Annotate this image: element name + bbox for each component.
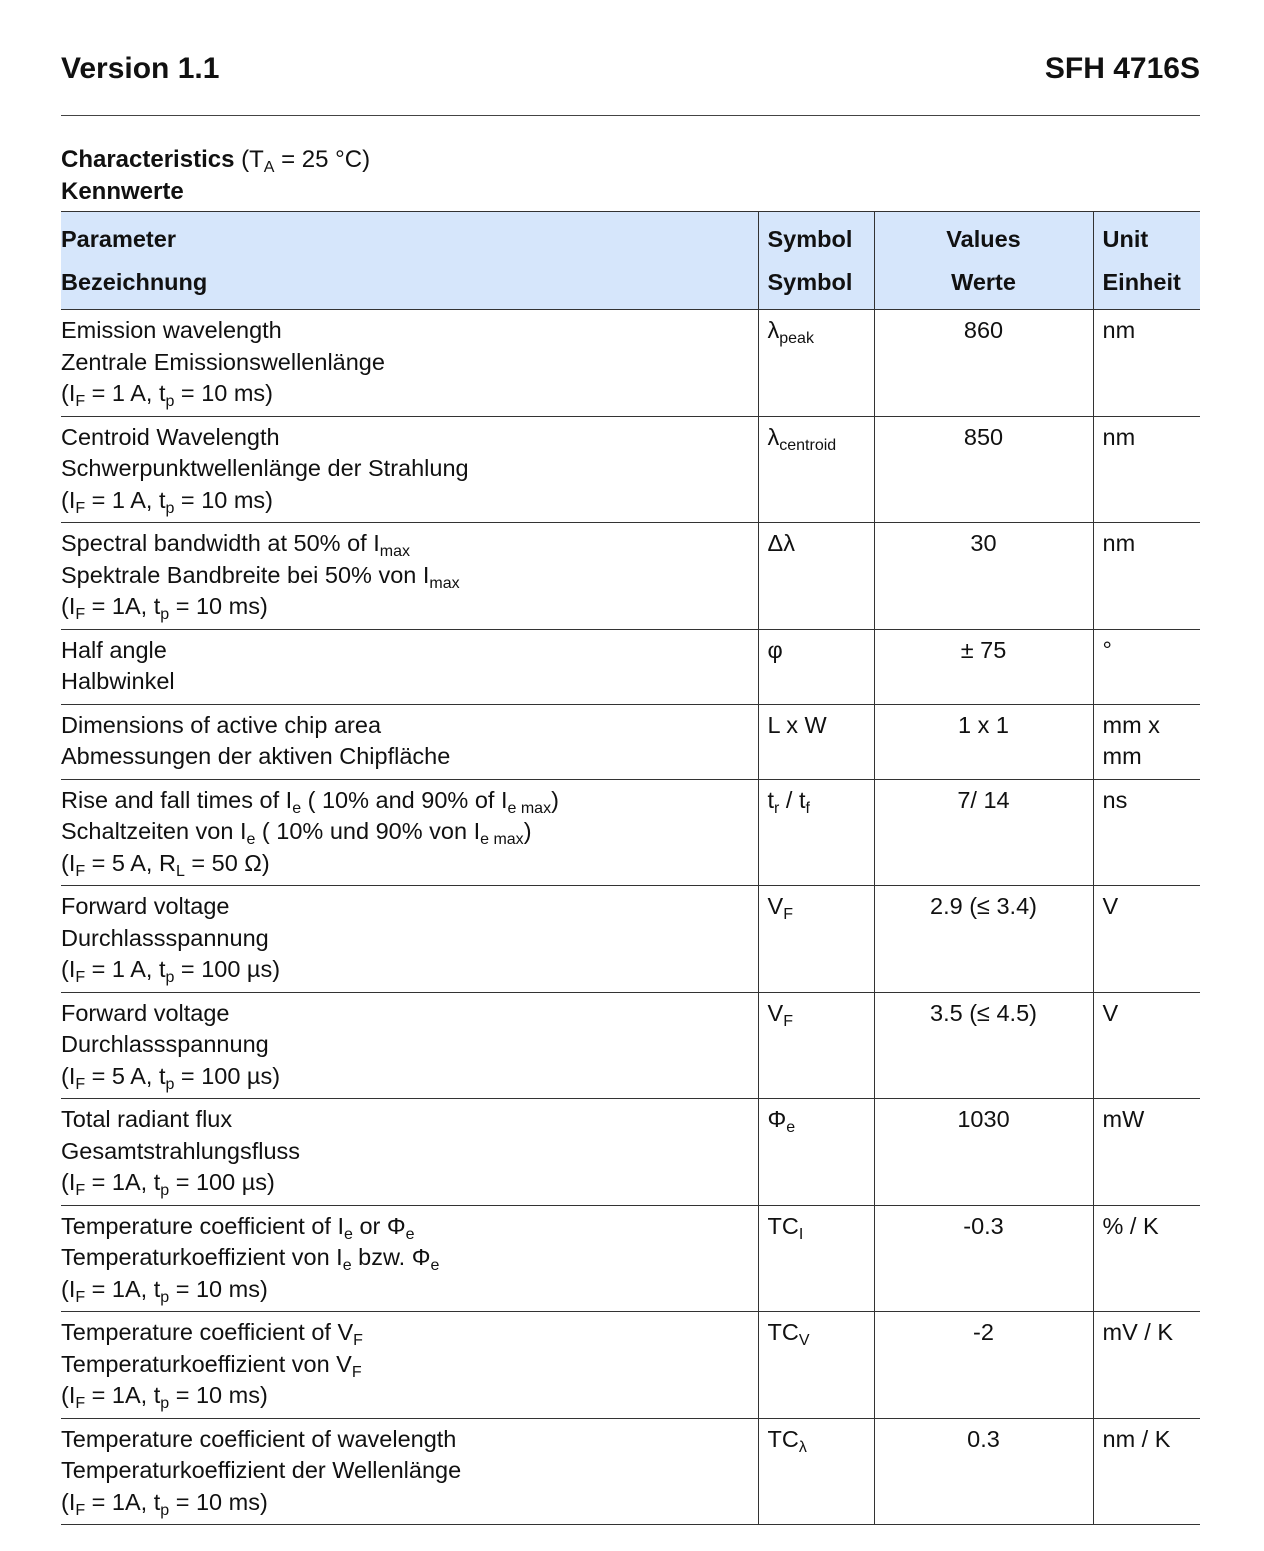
subscript: p [165,499,175,517]
parameter-line: Temperaturkoeffizient von $I_e$ bzw. $\Phi_e$ [61,1244,440,1274]
subscript: centroid [779,436,837,454]
parameter-cell [61,704,758,779]
section-subtitle: Kennwerte [61,178,184,205]
unit-cell: V [1093,992,1200,1099]
header-label: Symbol [767,226,853,252]
parameter-line: Rise and fall times of $I_e$ ( 10% and 90% of $I_{e max}$) [61,786,559,817]
symbol-cell: $V_F$ [758,886,874,993]
parameter-cell [61,523,758,630]
parameter-line: Abmessungen der aktiven Chipfläche [61,743,451,769]
value-cell: 1 x 1 [874,704,1093,779]
parameter-line: ($I_F = 1$ A, $t_p = 10$ ms) [61,486,274,517]
parameter-cell [61,629,758,704]
subscript: f [805,799,810,817]
symbol-cell: L x W [758,704,874,779]
subscript: p [160,1288,170,1306]
parameter-line: Temperature coefficient of $V_F$ [61,1319,363,1349]
header-label: Symbol [767,269,853,295]
section-title-line [61,144,370,176]
parameter-line: Total radiant flux [61,1106,233,1132]
subscript: e [344,1225,353,1243]
parameter-line: ($I_F = 1A$, $t_p = 10$ ms) [61,1382,268,1412]
symbol-cell: φ [758,629,874,704]
unit-cell: nm [1093,523,1200,630]
subscript: F [351,1363,362,1381]
table-header [61,212,1200,310]
subscript: e [246,831,256,848]
header-label: Unit [1102,226,1149,252]
value-cell: -2 [874,1312,1093,1419]
parameter-line: Gesamtstrahlungsfluss [61,1137,301,1164]
parameter-line: Temperature coefficient of $I_e$ or $\Phi_e$ [61,1212,415,1243]
parameter-cell [61,779,758,886]
section-title: Characteristics [61,146,235,173]
header-label: Values [946,226,1021,252]
parameter-cell [61,1099,758,1206]
parameter-line: Schaltzeiten von $I_e$ ( 10% und 90% von $I_{e max}$) [61,818,532,848]
subscript: p [165,393,175,410]
parameter-cell [61,886,758,993]
subscript: λ [798,1438,807,1456]
value-cell: ± 75 [874,629,1093,704]
parameter-line: ($I_F = 1$ A, $t_p = 10$ ms) [61,380,274,410]
subscript: F [75,1288,86,1306]
symbol-cell: $V_F$ [758,992,874,1099]
subscript: p [160,606,170,623]
header-label: Parameter [61,226,176,252]
subscript: p [165,969,175,986]
parameter-line: Temperaturkoeffizient der Wellenlänge [61,1457,462,1483]
version-label: Version 1.1 [61,52,220,85]
subscript: F [353,1332,363,1349]
unit-cell: V [1093,886,1200,993]
parameter-line: Durchlassspannung [61,1031,269,1057]
unit-cell: nm / K [1093,1418,1200,1525]
subscript: e [342,1257,352,1274]
subscript: p [160,1182,170,1199]
value-cell: 850 [874,416,1093,523]
header-label: Einheit [1102,269,1181,295]
value-cell: -0.3 [874,1205,1093,1312]
table-row [61,886,1200,993]
unit-cell: mW [1093,1099,1200,1206]
subscript: e [405,1225,415,1243]
parameter-cell [61,1205,758,1312]
value-cell: 2.9 (≤ 3.4) [874,886,1093,993]
subscript: F [75,1395,86,1412]
unit-cell: % / K [1093,1205,1200,1312]
subscript: p [160,1501,170,1519]
parameter-line: Emission wavelength [61,317,282,343]
header-values [874,212,1093,310]
subscript: F [75,862,86,880]
subscript: L [175,862,185,880]
subscript: r [774,799,780,817]
parameter-line: Spectral bandwidth at 50% of $I_{max}$ [61,530,410,560]
value-cell: 0.3 [874,1418,1093,1525]
subscript: e [292,799,302,817]
symbol-cell: $\Phi_e$ [758,1099,874,1206]
symbol-cell: $TC_V$ [758,1312,874,1419]
table-row [61,704,1200,779]
subscript: F [75,606,86,623]
subscript: max [429,574,460,592]
value-cell: 30 [874,523,1093,630]
header-row [61,212,1200,310]
subscript: F [75,499,86,517]
unit-cell: nm [1093,310,1200,417]
header-label: Bezeichnung [61,269,208,295]
table-row [61,1418,1200,1525]
table-row [61,310,1200,417]
symbol-cell: $\lambda_{peak}$ [758,310,874,417]
table-row [61,1312,1200,1419]
parameter-line: ($I_F = 1A$, $t_p = 100$ µs) [61,1169,275,1199]
header-divider [61,115,1200,116]
parameter-line: Temperaturkoeffizient von $V_F$ [61,1350,362,1381]
parameter-cell [61,416,758,523]
unit-cell: ns [1093,779,1200,886]
symbol-cell: Δλ [758,523,874,630]
value-cell: 860 [874,310,1093,417]
parameter-cell [61,1312,758,1419]
subscript: e [786,1119,796,1136]
parameter-line: ($I_F = 1A$, $t_p = 10$ ms) [61,1275,268,1306]
subscript: e [430,1257,440,1274]
header-unit [1093,212,1200,310]
subscript: F [75,1182,86,1199]
symbol-cell: $t_r / t_f$ [758,779,874,886]
value-cell: 1030 [874,1099,1093,1206]
parameter-line: Schwerpunktwellenlänge der Strahlung [61,455,469,481]
subscript: e max [480,831,524,848]
table-row [61,523,1200,630]
table-row [61,629,1200,704]
parameter-line: Forward voltage [61,893,230,919]
subscript: e max [507,799,552,817]
unit-cell: ° [1093,629,1200,704]
condition-text: (T [234,146,264,173]
subscript: F [783,906,793,923]
subscript: p [165,1075,175,1093]
section-condition [234,146,371,176]
parameter-line: Dimensions of active chip area [61,711,382,738]
table-body [61,310,1200,1525]
parameter-line: ($I_F = 1$ A, $t_p = 100$ µs) [61,956,281,986]
parameter-line: Temperature coefficient of wavelength [61,1425,457,1452]
subscript: F [75,1075,86,1093]
subscript: peak [779,330,814,347]
table-row [61,1099,1200,1206]
characteristics-table [61,211,1200,1525]
condition-text: = 25 °C) [274,146,371,173]
table-row [61,992,1200,1099]
parameter-line: ($I_F = 1A$, $t_p = 10$ ms) [61,1488,268,1519]
header-label: Werte [951,269,1016,295]
subscript: p [160,1395,170,1412]
parameter-line: Spektrale Bandbreite bei 50% von $I_{max}$ [61,561,460,592]
table-row [61,1205,1200,1312]
parameter-line: Zentrale Emissionswellenlänge [61,348,385,375]
unit-cell: mV / K [1093,1312,1200,1419]
parameter-line: Durchlassspannung [61,924,269,951]
symbol-cell: $\lambda_{centroid}$ [758,416,874,523]
section-heading [61,144,370,208]
condition-subscript: A [263,159,275,176]
parameter-cell [61,1418,758,1525]
parameter-cell [61,992,758,1099]
subscript: max [379,543,410,560]
table-row [61,416,1200,523]
header-parameter [61,212,758,310]
unit-cell: nm [1093,416,1200,523]
part-number: SFH 4716S [1044,52,1200,85]
symbol-cell: $TC_I$ [758,1205,874,1312]
value-cell: 3.5 (≤ 4.5) [874,992,1093,1099]
value-cell: 7/ 14 [874,779,1093,886]
subscript: F [783,1012,793,1030]
parameter-line: Centroid Wavelength [61,423,280,450]
parameter-line: Forward voltage [61,999,230,1026]
parameter-line: ($I_F = 1A$, $t_p = 10$ ms) [61,593,268,623]
parameter-line: Halbwinkel [61,668,175,694]
subscript: I [798,1225,804,1243]
table-row [61,779,1200,886]
subscript: F [75,969,86,986]
parameter-line: ($I_F = 5$ A, $R_L = 50$ Ω) [61,849,270,880]
page-header [61,52,1200,92]
subscript: F [75,393,86,410]
unit-cell: mm x mm [1093,704,1200,779]
parameter-line: ($I_F = 5$ A, $t_p = 100$ µs) [61,1062,281,1093]
parameter-cell [61,310,758,417]
symbol-cell: $TC_\lambda$ [758,1418,874,1525]
subscript: F [75,1501,86,1519]
header-symbol [758,212,874,310]
parameter-line: Half angle [61,636,167,663]
subscript: V [798,1332,810,1349]
